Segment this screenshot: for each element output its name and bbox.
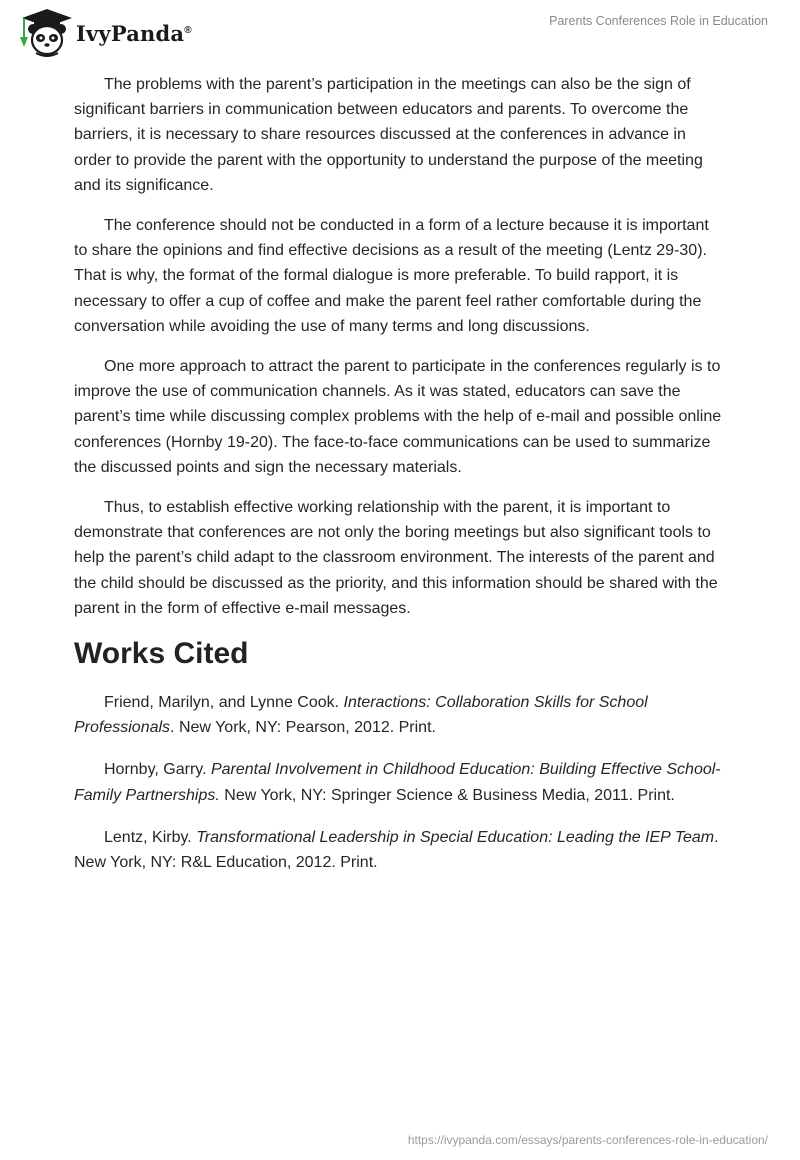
- citation-title: Transformational Leadership in Special Education: Leading the IEP Team: [196, 828, 715, 846]
- citation-entry: [74, 690, 724, 740]
- citation-entry: [74, 757, 724, 807]
- body-paragraph: Thus, to establish effective working relationship with the parent, it is important to demonstrate that conferences are not only the boring meetings but also significant tools to help the parent’s child adapt to the classroom environment. The interests of the parent and the child should be discussed as the priority, and this information should be shared with the parent in the form of effective e-mail messages.: [74, 499, 718, 617]
- source-url[interactable]: https://ivypanda.com/essays/parents-conferences-role-in-education/: [407, 1133, 768, 1147]
- body-paragraph: The conference should not be conducted in a form of a lecture because it is important to share the opinions and find effective decisions as a result of the meeting (Lentz 29-30). That is why, the format of the formal dialogue is more preferable. To build rapport, it is necessary to offer a cup of coffee and make the parent feel rather comfortable during the conversation while avoiding the use of many terms and long discussions.: [74, 217, 709, 335]
- citation-title: Parental Involvement in Childhood Education: Building Effective School-Family Partnerships.: [74, 761, 721, 804]
- citation-author: Lentz, Kirby.: [104, 828, 197, 846]
- essay-content: [74, 72, 724, 892]
- citation-publication: . New York, NY: R&L Education, 2012. Print.: [74, 828, 719, 872]
- brand-name: IvyPanda®: [76, 20, 192, 46]
- registered-mark: ®: [184, 24, 192, 36]
- citation-author: Friend, Marilyn, and Lynne Cook.: [104, 694, 344, 712]
- body-paragraph: The problems with the parent’s participation in the meetings can also be the sign of significant barriers in communication between educators and parents. To overcome the barriers, it is necessary to share resources discussed at the conferences in advance in order to provide the parent with the opportunity to understand the purpose of the meeting and its significance.: [74, 76, 703, 194]
- page-header: [0, 0, 800, 60]
- panda-graduate-icon: [14, 7, 76, 57]
- document-title: Parents Conferences Role in Education: [549, 14, 768, 28]
- brand-logo[interactable]: [14, 7, 192, 57]
- citation-publication: New York, NY: Springer Science & Business Media, 2011. Print.: [219, 786, 675, 804]
- works-cited-heading: Works Cited: [74, 637, 249, 671]
- body-paragraph: One more approach to attract the parent to participate in the conferences regularly is to improve the use of communication channels. As it was stated, educators can save the parent’s time while discussing complex problems with the help of e-mail and possible online conferences (Hornby 19-20). The face-to-face communications can be used to summarize the discussed points and sign the necessary materials.: [74, 358, 722, 476]
- citation-title: Interactions: Collaboration Skills for School Professionals: [74, 694, 648, 737]
- citation-entry: [74, 825, 724, 875]
- citation-author: Hornby, Garry.: [104, 761, 211, 779]
- citation-publication: . New York, NY: Pearson, 2012. Print.: [170, 719, 436, 737]
